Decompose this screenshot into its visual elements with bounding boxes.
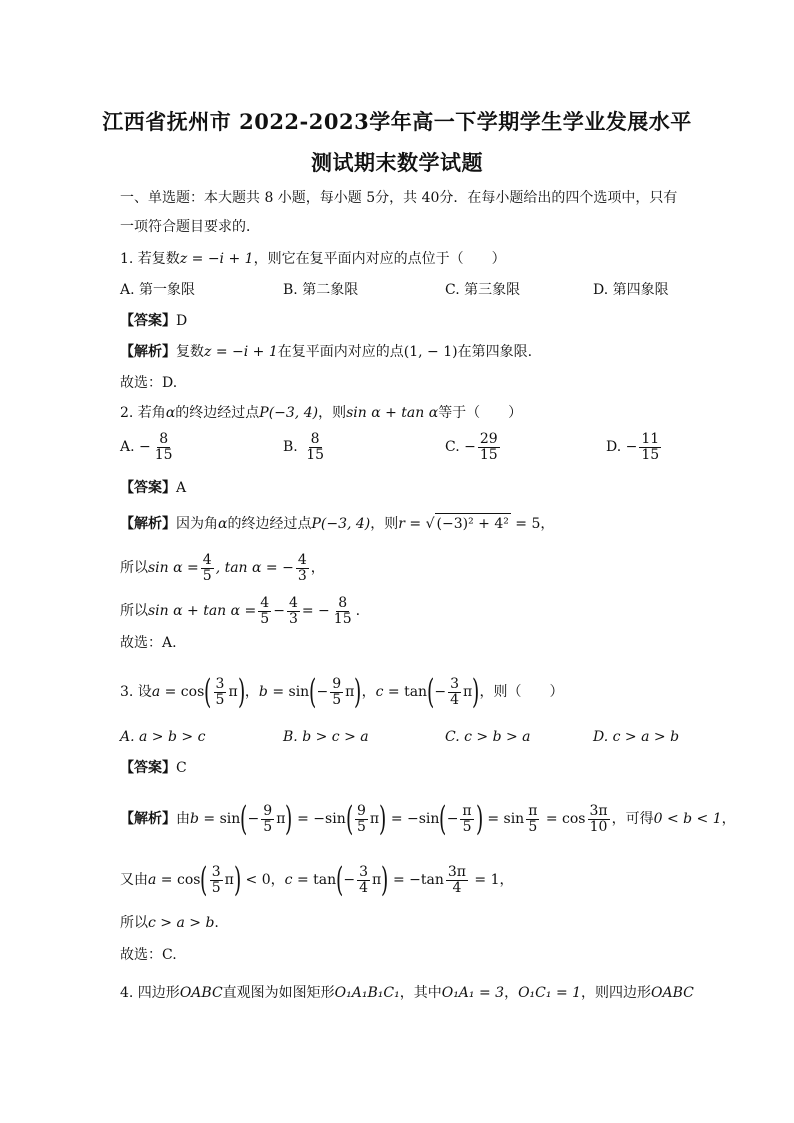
q2-option-a-den: 15 <box>154 446 173 463</box>
q2-option-d-label: D. <box>606 439 622 456</box>
q1-expression: z = −i + 1 <box>179 251 254 267</box>
section-instruction-line-2: 一项符合题目要求的． <box>120 219 260 235</box>
q2-answer-label: 【答案】 <box>120 480 176 496</box>
q3-prefix: 3. 设 <box>120 684 152 701</box>
q2-option-b-label: B. <box>283 439 298 456</box>
q2-suffix: 等于（ ） <box>438 405 523 421</box>
q2-alpha: α <box>165 405 176 421</box>
q2-option-c-den: 15 <box>479 446 498 463</box>
q2-so-line-1: 所以sin α = $\frac{4}{5}$ , tan α = − $\frac{4}{3}$ ， <box>120 552 325 584</box>
q1-analysis-point: (1, − 1) <box>403 344 458 360</box>
question-3-stem: 3. 设a = cos( $\frac{3}{5}$ π)，b = sin(− $\frac{9}{5}$ π)，c = tan(− $\frac{3}{4}$ π)，则（ ） <box>120 672 564 713</box>
question-2-stem <box>120 403 522 423</box>
q1-option-c: C. 第三象限 <box>445 282 521 298</box>
q3-choose: 故选：C. <box>120 947 177 963</box>
q2-prefix: 2. 若角 <box>120 405 166 421</box>
q1-option-a: A. 第一象限 <box>120 282 196 298</box>
q2-option-a-num: 8 <box>159 431 169 447</box>
q2-mid: 的终边经过点 <box>175 405 260 421</box>
section-instruction-line-1: 一、单选题：本大题共 8 小题，每小题 5分，共 40分．在每小题给出的四个选项中，只有 <box>120 190 678 206</box>
q3-analysis-tail: ，可得 <box>611 811 654 828</box>
q1-answer-value: D <box>176 313 188 329</box>
q2-option-c-sign: − <box>464 439 476 456</box>
q3-answer <box>120 758 187 778</box>
q1-analysis-post: 在第四象限. <box>457 344 533 360</box>
q2-option-b-fraction <box>304 432 326 462</box>
q3-suffix: ，则（ ） <box>479 684 564 701</box>
q2-option-c-label: C. <box>445 439 460 456</box>
q2-option-d-num: 11 <box>641 431 660 447</box>
q1-analysis-expression: z = −i + 1 <box>204 344 278 360</box>
q4-length-1: O₁A₁ = 3 <box>441 985 505 1001</box>
q3-analysis-inequality: 0 < b < 1 <box>653 811 722 828</box>
q1-prefix: 1. 若复数 <box>120 251 180 267</box>
q3-so-expression: c > a > b <box>148 915 215 931</box>
q4-suffix: ，则四边形 <box>581 985 652 1001</box>
q2-option-c <box>445 432 502 462</box>
q2-answer <box>120 478 186 498</box>
q3-answer-label: 【答案】 <box>120 760 176 776</box>
q1-answer <box>120 311 187 331</box>
q3-analysis: 【解析】由b = sin(− $\frac{9}{5}$ π) = −sin( $\frac{9}{5}$ π) = −sin(− $\frac{\pi}{5}$ ) = sin $\frac{\pi}{5}$ = cos $\frac{3\pi}{10}$ ，可得0 < b < 1， <box>120 799 736 840</box>
q4-prefix: 4. 四边形 <box>120 985 180 1001</box>
q3-option-d: D. c > a > b <box>593 729 680 745</box>
q3-analysis-label: 【解析】 <box>120 811 176 828</box>
q4-length-2: O₁C₁ = 1 <box>518 985 582 1001</box>
q2-option-c-fraction <box>478 432 500 462</box>
q2-analysis: 【解析】因为角α的终边经过点P(−3, 4)，则r = √ (−3)² + 4² = 5， <box>120 513 554 534</box>
q2-analysis-point: P(−3, 4) <box>311 516 371 532</box>
q2-option-d-sign: − <box>625 439 638 456</box>
q2-option-d <box>606 432 663 462</box>
q4-quad-2: OABC <box>651 985 694 1001</box>
q2-option-a-label: A. <box>120 439 135 456</box>
q4-rect: O₁A₁B₁C₁ <box>334 985 400 1001</box>
q2-answer-value: A <box>176 480 187 496</box>
q2-expression: sin α + tan α <box>346 405 439 421</box>
q3-again-line: 又由a = cos( $\frac{3}{5}$ π) < 0，c = tan(− $\frac{3}{4}$ π) = −tan $\frac{3\pi}{4}$ = 1， <box>120 860 514 901</box>
q2-analysis-r-value: = 5， <box>515 516 555 532</box>
q2-analysis-text-1: 因为角 <box>176 516 218 532</box>
q3-so-line: 所以c > a > b. <box>120 915 219 931</box>
q2-option-a-fraction <box>153 432 175 462</box>
q3-again-label: 又由 <box>120 872 148 889</box>
q1-analysis-pre: 复数 <box>176 344 204 360</box>
q4-mid2: ，其中 <box>399 985 442 1001</box>
q2-analysis-text-2: 的终边经过点 <box>227 516 312 532</box>
q4-mid: 直观图为如图矩形 <box>222 985 335 1001</box>
q3-option-a: A. a > b > c <box>120 729 206 745</box>
q2-option-b <box>283 432 328 462</box>
q2-option-a <box>120 432 177 462</box>
document-title-line-2: 测试期末数学试题 <box>311 150 483 175</box>
q2-choose: 故选：A. <box>120 635 177 651</box>
q1-option-d: D. 第四象限 <box>593 282 669 298</box>
q3-analysis-pre: 由 <box>176 811 190 828</box>
q4-quad: OABC <box>179 985 223 1001</box>
q2-so-2-label: 所以 <box>120 603 148 620</box>
q3-option-c: C. c > b > a <box>445 729 531 745</box>
q2-option-c-num: 29 <box>479 431 498 447</box>
q2-mid2: ，则 <box>318 405 347 421</box>
q2-option-d-den: 15 <box>641 446 660 463</box>
q2-option-b-num: 8 <box>310 431 320 447</box>
q3-answer-value: C <box>176 760 187 776</box>
q1-option-b: B. 第二象限 <box>283 282 359 298</box>
q4-separator: ， <box>504 985 519 1001</box>
q1-analysis <box>120 342 532 362</box>
q2-option-d-fraction <box>639 432 661 462</box>
q1-suffix: ，则它在复平面内对应的点位于（ ） <box>253 251 506 267</box>
question-4-stem <box>120 983 694 1003</box>
q2-analysis-alpha: α <box>218 516 228 532</box>
q3-so-label: 所以 <box>120 915 148 931</box>
q3-option-b: B. b > c > a <box>283 729 369 745</box>
q2-option-a-sign: − <box>139 439 151 456</box>
q1-choose: 故选：D. <box>120 375 178 391</box>
question-1-stem <box>120 249 506 269</box>
q2-point: P(−3, 4) <box>259 405 319 421</box>
q1-answer-label: 【答案】 <box>120 313 176 329</box>
q2-analysis-sqrt: (−3)² + 4² <box>435 513 511 534</box>
q2-analysis-r: r = <box>398 516 422 532</box>
q1-analysis-mid: 在复平面内对应的点 <box>277 344 404 360</box>
q1-analysis-label: 【解析】 <box>120 344 176 360</box>
q2-analysis-text-3: ，则 <box>370 516 399 532</box>
q2-option-b-den: 15 <box>306 446 325 463</box>
q2-so-1-label: 所以 <box>120 560 148 577</box>
document-title-line-1: 江西省抚州市 2022-2023学年高一下学期学生学业发展水平 <box>102 109 692 134</box>
q2-analysis-label: 【解析】 <box>120 516 176 532</box>
q2-so-line-2: 所以sin α + tan α = $\frac{4}{5}$ − $\frac{4}{3}$ = − $\frac{8}{15}$ . <box>120 595 361 627</box>
